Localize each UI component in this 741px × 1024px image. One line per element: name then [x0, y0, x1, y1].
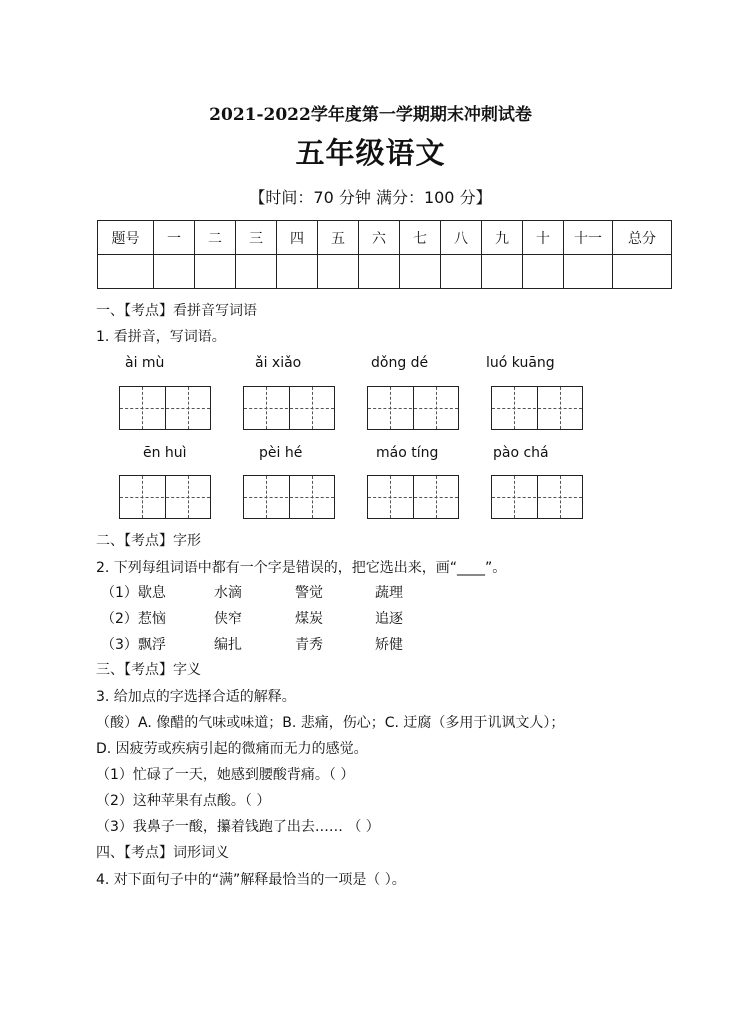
word-option: 编扎	[214, 637, 242, 653]
pinyin-label: ǎi xiǎo	[255, 355, 302, 371]
tianzige-box[interactable]	[119, 386, 211, 430]
sub-question: （1）忙碌了一天，她感到腰酸背痛。（ ）	[96, 767, 355, 783]
pinyin-label: pèi hé	[259, 445, 303, 461]
score-header-cell: 总分	[613, 221, 672, 255]
tianzige-box[interactable]	[119, 475, 211, 519]
word-option: 侠窄	[214, 611, 242, 627]
word-option: （1）歇息	[101, 585, 166, 601]
score-blank-cell[interactable]	[564, 255, 613, 289]
section1-heading: 一、【考点】看拼音写词语	[96, 303, 257, 319]
score-header-cell: 八	[441, 221, 482, 255]
score-blank-cell[interactable]	[359, 255, 400, 289]
score-header-cell: 四	[277, 221, 318, 255]
tianzige-box[interactable]	[367, 475, 459, 519]
question1-text: 1. 看拼音，写词语。	[96, 329, 226, 345]
definition-line: D. 因疲劳或疾病引起的微痛而无力的感觉。	[96, 741, 368, 757]
section2-heading: 二、【考点】字形	[96, 533, 201, 549]
pinyin-label: ēn huì	[143, 445, 187, 461]
score-header-cell: 六	[359, 221, 400, 255]
score-blank-cell[interactable]	[236, 255, 277, 289]
pinyin-label: máo tíng	[376, 445, 439, 461]
score-blank-cell[interactable]	[400, 255, 441, 289]
word-option: （2）惹恼	[101, 611, 166, 627]
score-header-cell: 题号	[98, 221, 154, 255]
word-option: 青秀	[295, 637, 323, 653]
score-header-cell: 一	[154, 221, 195, 255]
score-blank-cell[interactable]	[441, 255, 482, 289]
pinyin-label: luó kuāng	[486, 355, 555, 371]
score-table	[97, 220, 672, 289]
score-blank-cell[interactable]	[154, 255, 195, 289]
score-header-cell: 十一	[564, 221, 613, 255]
tianzige-box[interactable]	[491, 475, 583, 519]
word-option: 追逐	[375, 611, 403, 627]
tianzige-box[interactable]	[243, 475, 335, 519]
exam-subject: 五年级语文	[295, 136, 446, 170]
score-blank-cell[interactable]	[613, 255, 672, 289]
score-blank-cell[interactable]	[318, 255, 359, 289]
word-option: 水滴	[214, 585, 242, 601]
sub-question: （2）这种苹果有点酸。（ ）	[96, 793, 271, 809]
question2-text: 2. 下列每组词语中都有一个字是错误的，把它选出来，画“____”。	[96, 560, 507, 576]
question3-text: 3. 给加点的字选择合适的解释。	[96, 689, 296, 705]
word-option: （3）飘浮	[101, 637, 166, 653]
question4-text: 4. 对下面句子中的“满”解释最恰当的一项是（ ）。	[96, 872, 406, 888]
score-header-cell: 三	[236, 221, 277, 255]
score-table-blank-row	[98, 255, 672, 289]
pinyin-label: dǒng dé	[371, 355, 429, 371]
word-option: 警觉	[295, 585, 323, 601]
section4-heading: 四、【考点】词形词义	[96, 845, 229, 861]
score-blank-cell[interactable]	[277, 255, 318, 289]
sub-question: （3）我鼻子一酸，攥着钱跑了出去…… （ ）	[96, 819, 380, 835]
section3-heading: 三、【考点】字义	[96, 662, 201, 678]
exam-time-info: 【时间：70 分钟 满分：100 分】	[249, 188, 492, 207]
tianzige-box[interactable]	[243, 386, 335, 430]
word-option: 蔬理	[375, 585, 403, 601]
pinyin-label: pào chá	[493, 445, 549, 461]
definition-line: （酸）A. 像醋的气味或味道；B. 悲痛，伤心；C. 迂腐（多用于讥讽文人）；	[96, 715, 565, 731]
score-header-cell: 五	[318, 221, 359, 255]
score-header-cell: 七	[400, 221, 441, 255]
tianzige-box[interactable]	[367, 386, 459, 430]
pinyin-label: ài mù	[125, 355, 165, 371]
score-blank-cell[interactable]	[195, 255, 236, 289]
score-header-cell: 二	[195, 221, 236, 255]
score-blank-cell[interactable]	[98, 255, 154, 289]
score-header-cell: 九	[482, 221, 523, 255]
exam-title: 2021-2022学年度第一学期期末冲刺试卷	[209, 105, 532, 125]
word-option: 矫健	[375, 637, 403, 653]
score-table-header-row	[98, 221, 672, 255]
score-blank-cell[interactable]	[523, 255, 564, 289]
tianzige-box[interactable]	[491, 386, 583, 430]
score-header-cell: 十	[523, 221, 564, 255]
score-blank-cell[interactable]	[482, 255, 523, 289]
word-option: 煤炭	[295, 611, 323, 627]
